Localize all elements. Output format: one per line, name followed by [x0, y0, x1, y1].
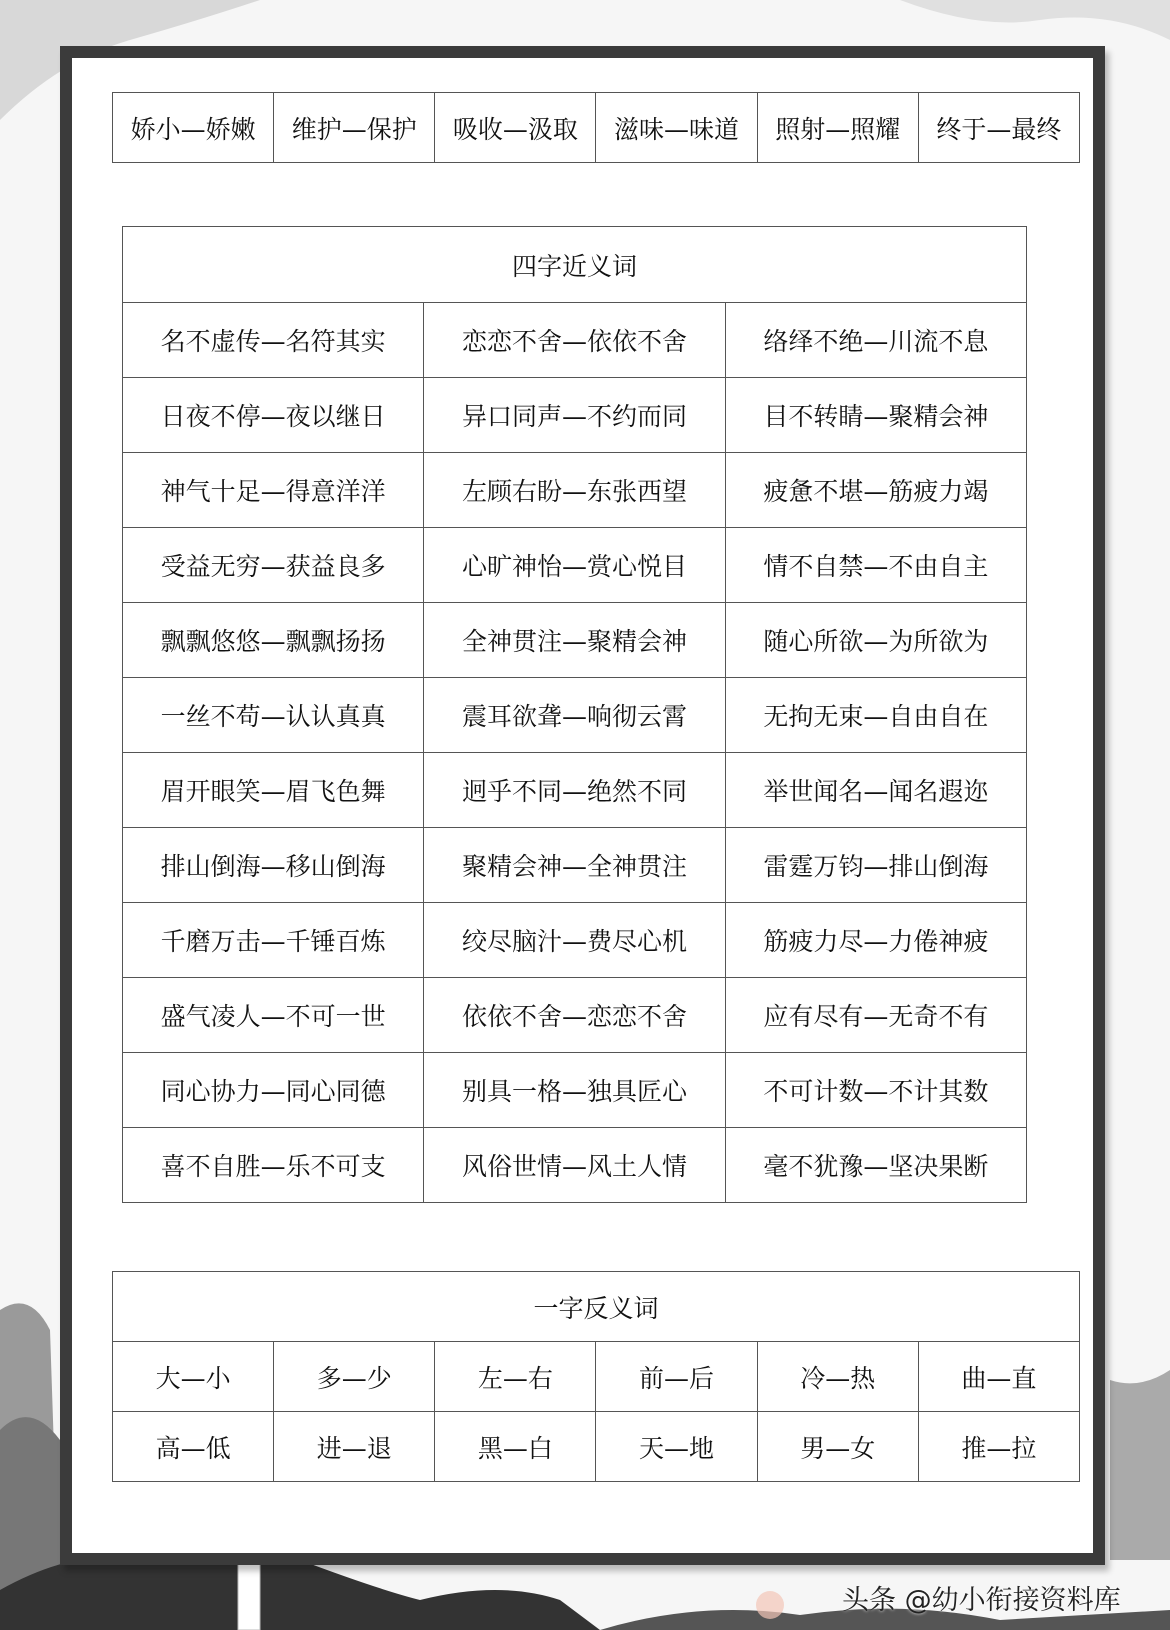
table-header-row	[113, 1272, 1080, 1342]
table-title: 四字近义词	[123, 227, 1027, 303]
synonym-cell: 盛气凌人—不可一世	[123, 978, 424, 1053]
synonym-cell: 一丝不苟—认认真真	[123, 678, 424, 753]
synonym-cell: 风俗世情—风土人情	[424, 1128, 725, 1203]
synonym-cell: 心旷神怡—赏心悦目	[424, 528, 725, 603]
synonym-cell: 同心协力—同心同德	[123, 1053, 424, 1128]
synonym-cell: 筋疲力尽—力倦神疲	[725, 903, 1026, 978]
table-title: 一字反义词	[113, 1272, 1080, 1342]
synonym-cell: 聚精会神—全神贯注	[424, 828, 725, 903]
antonym-cell: 进—退	[274, 1412, 435, 1482]
table-row	[123, 603, 1027, 678]
synonym-cell: 排山倒海—移山倒海	[123, 828, 424, 903]
antonym-cell: 男—女	[757, 1412, 918, 1482]
synonym-cell: 震耳欲聋—响彻云霄	[424, 678, 725, 753]
table-row	[123, 378, 1027, 453]
synonym-cell: 全神贯注—聚精会神	[424, 603, 725, 678]
watermark: 头条 @幼小衔接资料库	[842, 1585, 1121, 1616]
antonym-cell: 天—地	[596, 1412, 757, 1482]
synonym-cell: 娇小—娇嫩	[113, 93, 274, 163]
antonym-cell: 推—拉	[918, 1412, 1079, 1482]
synonym-cell: 喜不自胜—乐不可支	[123, 1128, 424, 1203]
antonym-cell: 前—后	[596, 1342, 757, 1412]
synonym-cell: 绞尽脑汁—费尽心机	[424, 903, 725, 978]
synonym-cell: 滋味—味道	[596, 93, 757, 163]
table-row	[123, 678, 1027, 753]
synonym-cell: 照射—照耀	[757, 93, 918, 163]
table-row	[123, 303, 1027, 378]
synonym-cell: 依依不舍—恋恋不舍	[424, 978, 725, 1053]
antonym-cell: 曲—直	[918, 1342, 1079, 1412]
synonym-cell: 左顾右盼—东张西望	[424, 453, 725, 528]
table-row	[123, 528, 1027, 603]
synonym-cell: 异口同声—不约而同	[424, 378, 725, 453]
antonym-cell: 左—右	[435, 1342, 596, 1412]
synonym-cell: 络绎不绝—川流不息	[725, 303, 1026, 378]
antonym-cell: 大—小	[113, 1342, 274, 1412]
antonym-cell: 黑—白	[435, 1412, 596, 1482]
synonym-cell: 终于—最终	[918, 93, 1079, 163]
four-char-synonym-table	[122, 226, 1027, 1203]
table-row	[123, 753, 1027, 828]
synonym-cell: 名不虚传—名符其实	[123, 303, 424, 378]
table-row	[123, 828, 1027, 903]
synonym-cell: 随心所欲—为所欲为	[725, 603, 1026, 678]
table-row	[123, 978, 1027, 1053]
synonym-cell: 维护—保护	[274, 93, 435, 163]
table-row	[113, 1342, 1080, 1412]
synonym-cell: 迥乎不同—绝然不同	[424, 753, 725, 828]
table-header-row	[123, 227, 1027, 303]
antonym-cell: 多—少	[274, 1342, 435, 1412]
synonym-cell: 雷霆万钧—排山倒海	[725, 828, 1026, 903]
two-char-synonym-table	[112, 92, 1080, 163]
table-row	[113, 93, 1080, 163]
synonym-cell: 目不转睛—聚精会神	[725, 378, 1026, 453]
synonym-cell: 疲惫不堪—筋疲力竭	[725, 453, 1026, 528]
synonym-cell: 应有尽有—无奇不有	[725, 978, 1026, 1053]
content-frame	[60, 46, 1105, 1565]
table-row	[123, 903, 1027, 978]
synonym-cell: 眉开眼笑—眉飞色舞	[123, 753, 424, 828]
synonym-cell: 日夜不停—夜以继日	[123, 378, 424, 453]
synonym-cell: 举世闻名—闻名遐迩	[725, 753, 1026, 828]
synonym-cell: 别具一格—独具匠心	[424, 1053, 725, 1128]
antonym-cell: 冷—热	[757, 1342, 918, 1412]
synonym-cell: 吸收—汲取	[435, 93, 596, 163]
antonym-cell: 高—低	[113, 1412, 274, 1482]
table-row	[123, 453, 1027, 528]
synonym-cell: 千磨万击—千锤百炼	[123, 903, 424, 978]
synonym-cell: 情不自禁—不由自主	[725, 528, 1026, 603]
synonym-cell: 飘飘悠悠—飘飘扬扬	[123, 603, 424, 678]
table-row	[123, 1128, 1027, 1203]
synonym-cell: 毫不犹豫—坚决果断	[725, 1128, 1026, 1203]
table-row	[113, 1412, 1080, 1482]
synonym-cell: 无拘无束—自由自在	[725, 678, 1026, 753]
synonym-cell: 受益无穷—获益良多	[123, 528, 424, 603]
table-row	[123, 1053, 1027, 1128]
one-char-antonym-table	[112, 1271, 1080, 1482]
synonym-cell: 恋恋不舍—依依不舍	[424, 303, 725, 378]
synonym-cell: 不可计数—不计其数	[725, 1053, 1026, 1128]
synonym-cell: 神气十足—得意洋洋	[123, 453, 424, 528]
